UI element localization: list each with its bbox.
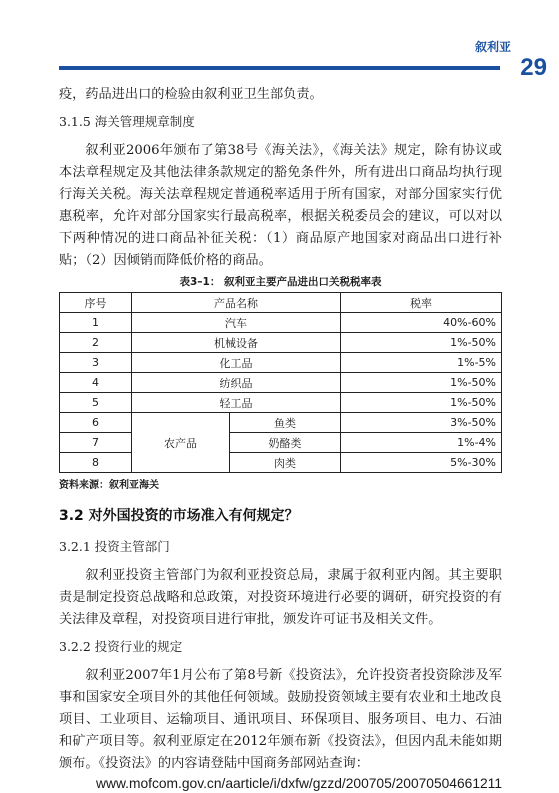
table-row (60, 433, 502, 453)
tariff-table (59, 292, 502, 473)
section-3-1-5-heading: 3.1.5 海关管理规章制度 (59, 114, 195, 129)
authority-paragraph: 叙利亚投资主管部门为叙利亚投资总局，隶属于叙利亚内阁。其主要职责是制定投资总战略和总政策，对投资环境进行必要的调研，研究投资的有关法律及章程，对投资项目进行审批，颁发许可证书及相关文件。 (59, 568, 502, 627)
group-label: 农产品 (132, 413, 230, 473)
header-product: 产品名称 (132, 293, 341, 313)
header-rate: 税率 (341, 293, 502, 313)
row-no: 2 (60, 333, 132, 353)
row-no: 3 (60, 353, 132, 373)
page-number: 29 (520, 54, 547, 81)
row-product: 鱼类 (230, 413, 341, 433)
row-no: 8 (60, 453, 132, 473)
header-country: 叙利亚 (474, 40, 511, 54)
row-rate: 1%-50% (341, 333, 502, 353)
section-3-2-1-heading: 3.2.1 投资主管部门 (59, 539, 170, 554)
industry-paragraph: 叙利亚2007年1月公布了第8号新《投资法》，允许投资者投资除涉及军事和国家安全项目外的其他任何领域。鼓励投资领域主要有农业和土地改良项目、工业项目、运输项目、通讯项目、环保项目、服务项目、电力、石油和矿产项目等。叙利亚原定在2012年颁布新《投资法》，但因内乱未能如期颁布。《投资法》的内容请登陆中国商务部网站查询： (59, 668, 502, 771)
table-row (60, 413, 502, 433)
table-row (60, 333, 502, 353)
row-rate: 40%-60% (341, 313, 502, 333)
table-row (60, 373, 502, 393)
continued-paragraph: 疫，药品进出口的检验由叙利亚卫生部负责。 (59, 87, 323, 102)
row-no: 1 (60, 313, 132, 333)
reference-url: www.mofcom.gov.cn/aarticle/i/dxfw/gzzd/200705/20070504661211 (96, 776, 502, 791)
table-row (60, 353, 502, 373)
row-rate: 1%-50% (341, 373, 502, 393)
row-rate: 5%-30% (341, 453, 502, 473)
header-no: 序号 (60, 293, 132, 313)
table-source: 资料来源：叙利亚海关 (59, 480, 159, 491)
table-header-row (60, 293, 502, 313)
row-product: 肉类 (230, 453, 341, 473)
row-product: 轻工品 (132, 393, 341, 413)
table-row (60, 393, 502, 413)
page-content (59, 84, 502, 791)
row-rate: 1%-4% (341, 433, 502, 453)
section-3-2-heading: 3.2 对外国投资的市场准入有何规定？ (59, 508, 299, 524)
row-product: 纺织品 (132, 373, 341, 393)
section-3-2-2-heading: 3.2.2 投资行业的规定 (59, 639, 183, 654)
row-product: 化工品 (132, 353, 341, 373)
customs-paragraph: 叙利亚2006年颁布了第38号《海关法》，《海关法》规定，除有协议或本法章程规定及其他法律条款规定的豁免条件外，所有进出口商品均执行现行海关关税。海关法章程规定普通税率适用于所有国家，对部分国家实行优惠税率，允许对部分国家实行最高税率，根据关税委员会的建议，可以对以下两种情况的进口商品补征关税：（1）商品原产地国家对商品出口进行补贴；（2）因倾销而降低价格的商品。 (59, 143, 502, 268)
table-caption: 表3–1： 叙利亚主要产品进出口关税税率表 (179, 276, 382, 288)
header-rule (59, 66, 500, 70)
row-product: 奶酪类 (230, 433, 341, 453)
row-rate: 3%-50% (341, 413, 502, 433)
row-no: 7 (60, 433, 132, 453)
row-rate: 1%-5% (341, 353, 502, 373)
table-row (60, 453, 502, 473)
table-row (60, 313, 502, 333)
row-rate: 1%-50% (341, 393, 502, 413)
row-no: 5 (60, 393, 132, 413)
row-product: 机械设备 (132, 333, 341, 353)
row-product: 汽车 (132, 313, 341, 333)
row-no: 4 (60, 373, 132, 393)
row-no: 6 (60, 413, 132, 433)
